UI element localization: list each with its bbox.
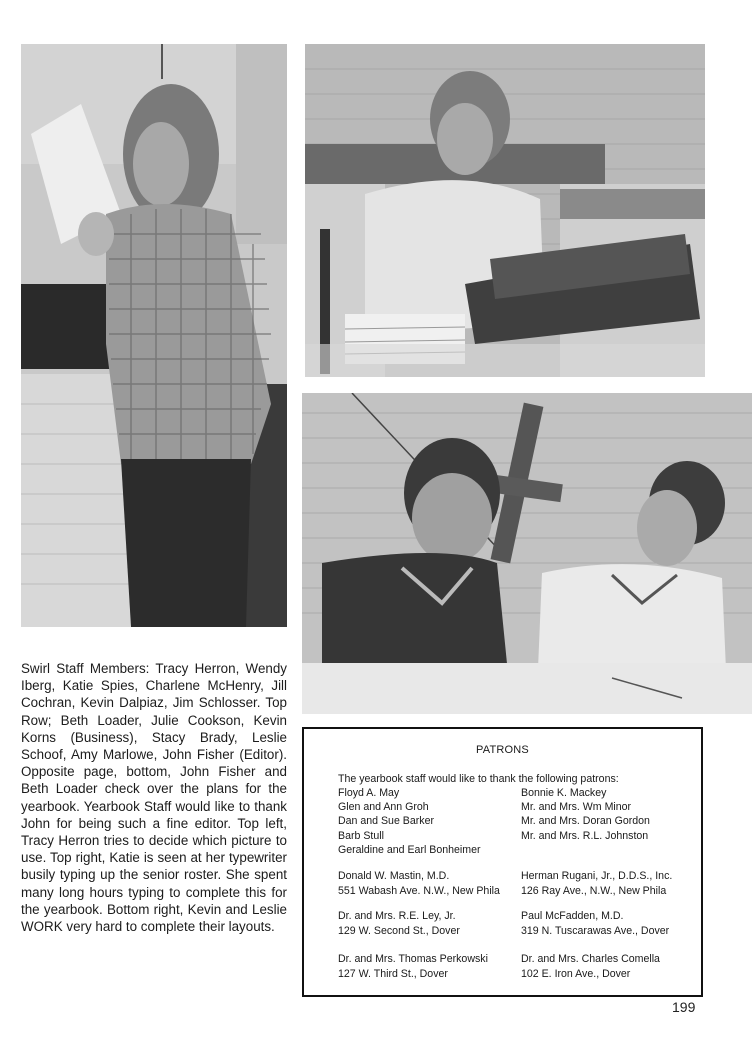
patrons-intro: The yearbook staff would like to thank the following patrons: [338,773,619,785]
patron-name: Mr. and Mrs. Wm Minor [521,801,632,814]
patrons-left-list [338,786,481,857]
patron-entry-address: 129 W. Second St., Dover [338,925,460,937]
patron-entry-name: Herman Rugani, Jr., D.D.S., Inc. [521,870,673,882]
patron-entry-address: 319 N. Tuscarawas Ave., Dover [521,925,670,937]
patron-entry [338,909,460,939]
patron-entry-address: 126 Ray Ave., N.W., New Phila [521,885,667,897]
patron-entry [338,952,488,982]
patron-name: Bonnie K. Mackey [521,787,607,799]
patron-entry-name: Dr. and Mrs. Charles Comella [521,953,660,965]
patrons-right-list [521,786,650,843]
patron-entry [521,869,672,899]
patron-entry [521,909,669,939]
photo-top-right [305,44,705,377]
patron-name: Floyd A. May [338,787,400,799]
patrons-box [302,727,703,997]
patron-entry-name: Dr. and Mrs. R.E. Ley, Jr. [338,910,456,922]
patron-entry-name: Donald W. Mastin, M.D. [338,870,450,882]
photo-caption: Swirl Staff Members: Tracy Herron, Wendy Iberg, Katie Spies, Charlene McHenry, Jill Cochran, Kevin Dalpiaz, Jim Schlosser. Top Row; Beth Loader, Julie Cookson, Kevin Korns (Business), Stacy Brady, Leslie Schoof, Amy Marlowe, John Fisher (Editor). Opposite page, bottom, John Fisher and Beth Loader check over the plans for the yearbook. Yearbook Staff would like to thank John for being such a fine editor. Top left, Tracy Herron tries to decide which picture to use. Top right, Katie is seen at her typewriter busily typing up the senior roster. She spent many long hours typing to complete this for the yearbook. Bottom right, Kevin and Leslie WORK very hard to complete their layouts. [21,661,287,935]
patrons-title: PATRONS [476,744,529,756]
patron-name: Barb Stull [338,829,384,842]
page-number: 199 [672,999,696,1015]
patron-entry-address: 127 W. Third St., Dover [338,968,448,980]
patron-entry [521,952,660,982]
patron-name: Mr. and Mrs. R.L. Johnston [521,829,649,842]
patron-entry-name: Paul McFadden, M.D. [521,910,624,922]
photo-top-left [21,44,287,627]
patron-entry-name: Dr. and Mrs. Thomas Perkowski [338,953,488,965]
patron-name: Geraldine and Earl Bonheimer [338,843,481,856]
patron-name: Mr. and Mrs. Doran Gordon [521,815,650,828]
patron-entry-address: 551 Wabash Ave. N.W., New Phila [338,885,500,897]
patron-entry-address: 102 E. Iron Ave., Dover [521,968,631,980]
photo-bottom-right [302,393,752,714]
patron-name: Dan and Sue Barker [338,815,434,828]
patron-name: Glen and Ann Groh [338,801,429,814]
patron-entry [338,869,500,899]
